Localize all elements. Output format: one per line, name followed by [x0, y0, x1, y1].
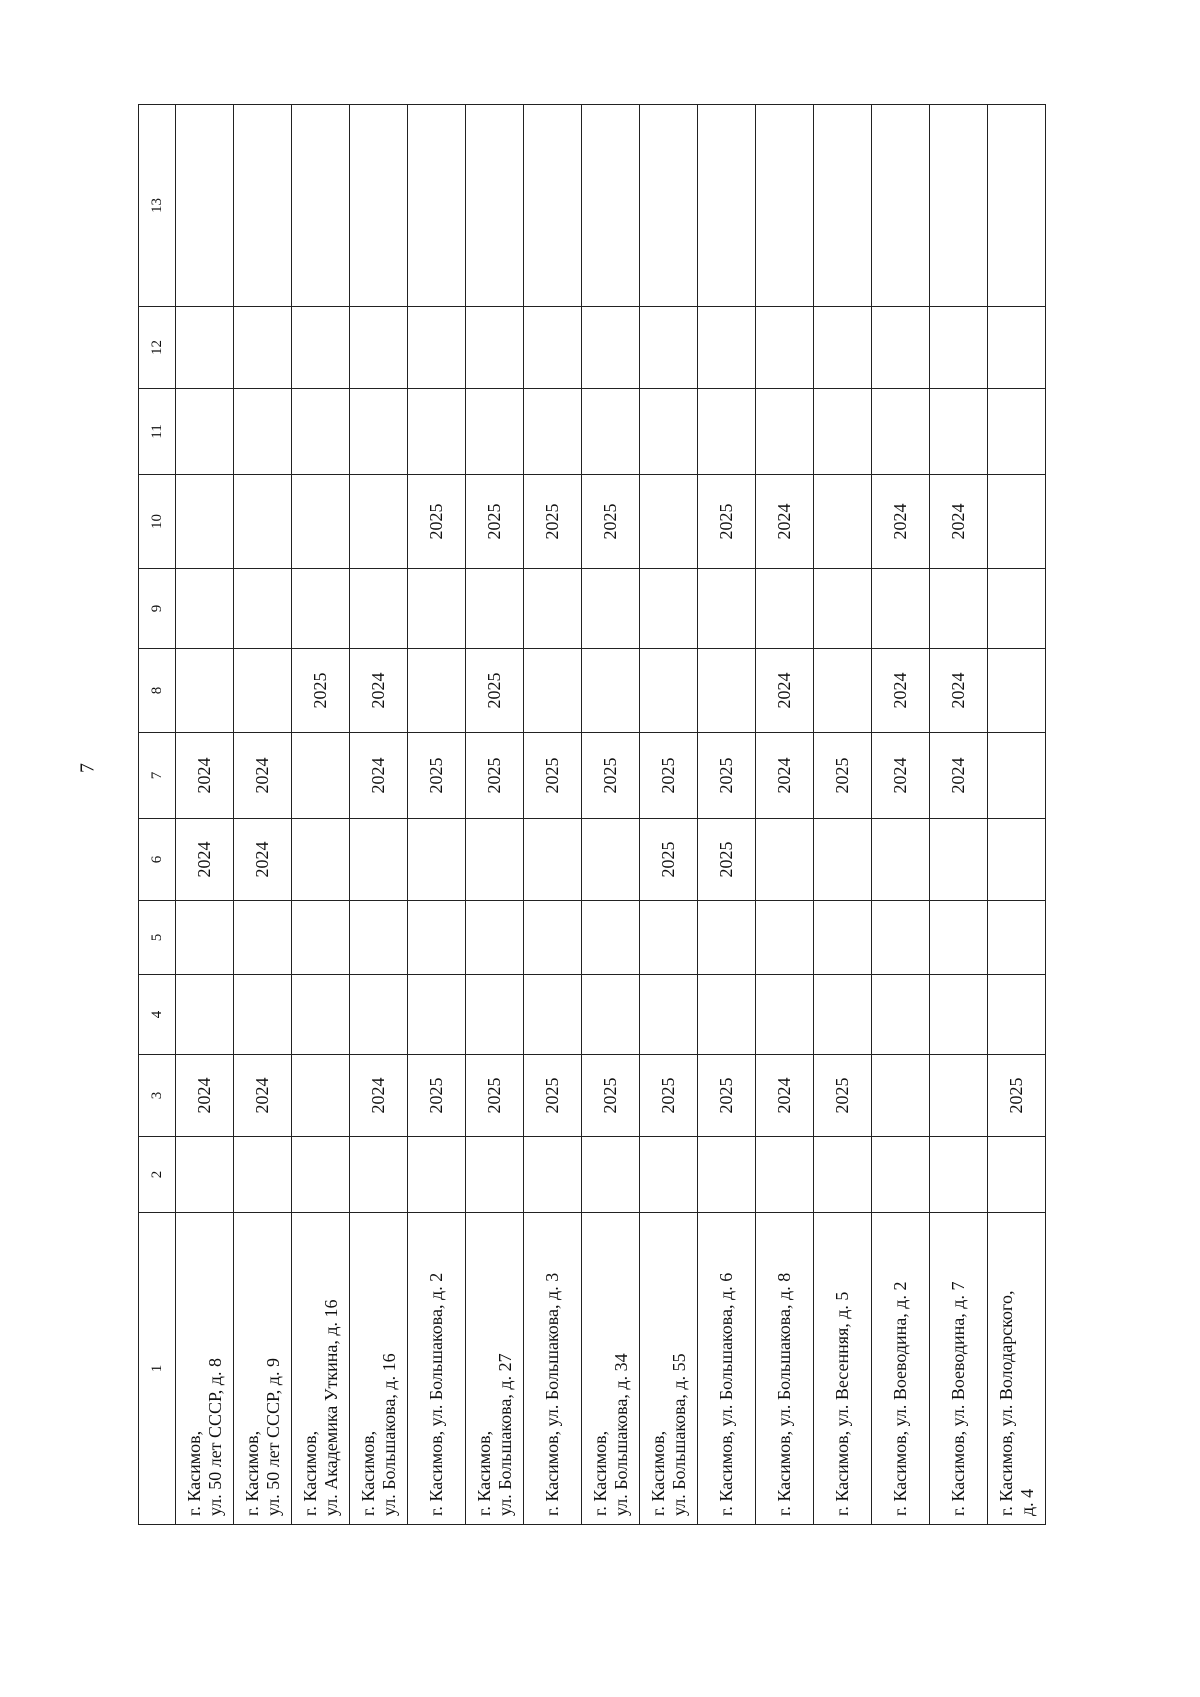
table-row [234, 105, 292, 1525]
year-cell [524, 569, 582, 649]
header-cell: 4 [139, 975, 176, 1055]
address-line: г. Касимов, [589, 1430, 610, 1516]
year-cell [408, 901, 466, 975]
year-cell [292, 819, 350, 901]
year-cell [756, 389, 814, 475]
table-row [408, 105, 466, 1525]
year-cell [234, 389, 292, 475]
year-cell [582, 307, 640, 389]
address-line: г. Касимов, [473, 1430, 494, 1516]
year-cell: 2024 [872, 649, 930, 733]
year-cell: 2025 [640, 819, 698, 901]
address-line: г. Касимов, ул. Весенняя, д. 5 [832, 1291, 852, 1516]
year-cell [756, 1137, 814, 1213]
year-cell: 2025 [698, 819, 756, 901]
header-cell: 2 [139, 1137, 176, 1213]
year-cell: 2024 [756, 733, 814, 819]
year-cell [234, 569, 292, 649]
header-cell: 5 [139, 901, 176, 975]
address-line: ул. 50 лет СССР, д. 8 [204, 1358, 225, 1516]
year-cell [292, 307, 350, 389]
year-cell [234, 1137, 292, 1213]
year-cell: 2025 [698, 475, 756, 569]
header-cell: 9 [139, 569, 176, 649]
rotated-table-container [138, 105, 1043, 1525]
year-cell [524, 649, 582, 733]
year-cell [988, 901, 1046, 975]
year-cell: 2025 [988, 1055, 1046, 1137]
year-cell: 2025 [582, 733, 640, 819]
year-cell [930, 307, 988, 389]
year-cell [814, 307, 872, 389]
year-cell: 2025 [640, 733, 698, 819]
year-cell: 2025 [466, 733, 524, 819]
year-cell [814, 901, 872, 975]
year-cell: 2024 [234, 819, 292, 901]
year-cell [988, 105, 1046, 307]
year-cell [640, 105, 698, 307]
year-cell [292, 733, 350, 819]
year-cell [350, 569, 408, 649]
year-cell: 2024 [872, 475, 930, 569]
year-cell [234, 475, 292, 569]
year-cell: 2025 [408, 733, 466, 819]
year-cell [582, 105, 640, 307]
year-cell [350, 105, 408, 307]
year-cell [524, 901, 582, 975]
year-cell [524, 975, 582, 1055]
header-cell: 1 [139, 1213, 176, 1525]
year-cell [814, 105, 872, 307]
year-cell: 2024 [234, 1055, 292, 1137]
year-cell [640, 1137, 698, 1213]
year-cell [814, 569, 872, 649]
year-cell [640, 307, 698, 389]
year-cell: 2024 [350, 1055, 408, 1137]
header-cell: 7 [139, 733, 176, 819]
year-cell: 2024 [350, 733, 408, 819]
year-cell [582, 389, 640, 475]
year-cell [292, 389, 350, 475]
year-cell [698, 975, 756, 1055]
address-cell [872, 1213, 930, 1525]
year-cell [234, 975, 292, 1055]
year-cell: 2025 [582, 475, 640, 569]
year-cell: 2024 [176, 733, 234, 819]
page-number: 7 [76, 763, 99, 773]
year-cell [930, 569, 988, 649]
year-cell [640, 975, 698, 1055]
year-cell [872, 105, 930, 307]
address-cell [698, 1213, 756, 1525]
year-cell [466, 1137, 524, 1213]
year-cell [582, 1137, 640, 1213]
address-line: ул. Академика Уткина, д. 16 [320, 1299, 341, 1516]
year-cell: 2024 [930, 475, 988, 569]
year-cell [466, 389, 524, 475]
year-cell: 2024 [176, 819, 234, 901]
address-cell [408, 1213, 466, 1525]
address-line: ул. Большакова, д. 55 [668, 1353, 689, 1516]
year-cell [176, 307, 234, 389]
year-cell [408, 649, 466, 733]
year-cell [640, 649, 698, 733]
year-cell [872, 1137, 930, 1213]
address-line: ул. Большакова, д. 27 [494, 1353, 515, 1516]
year-cell: 2024 [930, 733, 988, 819]
year-cell: 2024 [234, 733, 292, 819]
year-cell [292, 105, 350, 307]
table-row [466, 105, 524, 1525]
year-cell [698, 307, 756, 389]
year-cell: 2025 [814, 1055, 872, 1137]
year-cell [582, 901, 640, 975]
year-cell: 2024 [872, 733, 930, 819]
year-cell [524, 819, 582, 901]
table-row [698, 105, 756, 1525]
year-cell: 2025 [698, 733, 756, 819]
year-cell [698, 569, 756, 649]
year-cell [466, 819, 524, 901]
year-cell [466, 307, 524, 389]
year-cell: 2025 [814, 733, 872, 819]
year-cell: 2025 [408, 1055, 466, 1137]
address-line: г. Касимов, [183, 1430, 204, 1516]
year-cell: 2024 [756, 1055, 814, 1137]
year-cell [756, 975, 814, 1055]
table-row [814, 105, 872, 1525]
year-cell [176, 649, 234, 733]
year-cell [872, 975, 930, 1055]
year-cell [582, 975, 640, 1055]
year-cell: 2025 [466, 649, 524, 733]
address-line: г. Касимов, ул. Володарского, [995, 1290, 1016, 1516]
year-cell [292, 475, 350, 569]
header-cell: 10 [139, 475, 176, 569]
year-cell [640, 475, 698, 569]
table-row [756, 105, 814, 1525]
year-cell [582, 569, 640, 649]
table-row [524, 105, 582, 1525]
year-cell: 2025 [466, 475, 524, 569]
year-cell [408, 105, 466, 307]
year-cell [814, 975, 872, 1055]
year-cell [234, 307, 292, 389]
header-cell: 8 [139, 649, 176, 733]
year-cell [466, 901, 524, 975]
year-cell [756, 307, 814, 389]
year-cell [350, 819, 408, 901]
year-cell [698, 649, 756, 733]
year-cell [698, 901, 756, 975]
schedule-table [138, 104, 1046, 1525]
year-cell [292, 1055, 350, 1137]
address-line: г. Касимов, [299, 1430, 320, 1516]
year-cell [408, 569, 466, 649]
year-cell [176, 569, 234, 649]
year-cell [756, 901, 814, 975]
year-cell [466, 569, 524, 649]
year-cell [524, 389, 582, 475]
year-cell [350, 1137, 408, 1213]
year-cell [524, 1137, 582, 1213]
address-cell [176, 1213, 234, 1525]
table-row [872, 105, 930, 1525]
address-cell [640, 1213, 698, 1525]
year-cell [698, 1137, 756, 1213]
table-row [350, 105, 408, 1525]
year-cell: 2025 [524, 475, 582, 569]
address-line: г. Касимов, ул. Большакова, д. 2 [426, 1272, 446, 1516]
year-cell: 2024 [756, 475, 814, 569]
year-cell: 2025 [292, 649, 350, 733]
year-cell [640, 901, 698, 975]
year-cell [988, 307, 1046, 389]
year-cell [234, 901, 292, 975]
year-cell [176, 1137, 234, 1213]
year-cell [524, 307, 582, 389]
year-cell: 2025 [524, 1055, 582, 1137]
header-cell: 3 [139, 1055, 176, 1137]
header-cell: 12 [139, 307, 176, 389]
header-cell: 6 [139, 819, 176, 901]
year-cell [698, 105, 756, 307]
year-cell: 2024 [176, 1055, 234, 1137]
year-cell [176, 475, 234, 569]
year-cell [350, 901, 408, 975]
year-cell [350, 475, 408, 569]
year-cell [350, 389, 408, 475]
year-cell [582, 819, 640, 901]
address-line: д. 4 [1016, 1488, 1037, 1516]
header-row [139, 105, 176, 1525]
year-cell [292, 975, 350, 1055]
table-body [176, 105, 1046, 1525]
address-line: г. Касимов, ул. Большакова, д. 3 [542, 1272, 562, 1516]
year-cell [988, 1137, 1046, 1213]
address-line: г. Касимов, [241, 1430, 262, 1516]
address-line: г. Касимов, [647, 1430, 668, 1516]
address-line: г. Касимов, ул. Воеводина, д. 2 [890, 1281, 910, 1516]
year-cell: 2024 [756, 649, 814, 733]
year-cell [988, 389, 1046, 475]
address-line: г. Касимов, ул. Большакова, д. 6 [716, 1272, 736, 1516]
year-cell [930, 819, 988, 901]
year-cell: 2025 [524, 733, 582, 819]
year-cell [640, 569, 698, 649]
header-cell: 13 [139, 105, 176, 307]
year-cell [814, 819, 872, 901]
header-cell: 11 [139, 389, 176, 475]
table-row [176, 105, 234, 1525]
table-row [640, 105, 698, 1525]
year-cell: 2025 [466, 1055, 524, 1137]
address-cell [350, 1213, 408, 1525]
year-cell [814, 389, 872, 475]
year-cell [176, 389, 234, 475]
year-cell [234, 105, 292, 307]
table-row [582, 105, 640, 1525]
address-cell [524, 1213, 582, 1525]
year-cell [872, 819, 930, 901]
year-cell [408, 819, 466, 901]
address-line: ул. Большакова, д. 34 [610, 1353, 631, 1516]
year-cell [350, 307, 408, 389]
year-cell [350, 975, 408, 1055]
year-cell [640, 389, 698, 475]
address-cell [988, 1213, 1046, 1525]
address-cell [930, 1213, 988, 1525]
address-line: г. Касимов, ул. Большакова, д. 8 [774, 1272, 794, 1516]
year-cell [176, 975, 234, 1055]
year-cell: 2024 [930, 649, 988, 733]
address-cell [814, 1213, 872, 1525]
address-line: ул. 50 лет СССР, д. 9 [262, 1358, 283, 1516]
year-cell [814, 475, 872, 569]
year-cell [988, 569, 1046, 649]
table-row [930, 105, 988, 1525]
year-cell [988, 819, 1046, 901]
address-line: г. Касимов, ул. Воеводина, д. 7 [948, 1281, 968, 1516]
address-cell [292, 1213, 350, 1525]
year-cell [292, 901, 350, 975]
year-cell [872, 901, 930, 975]
year-cell [466, 975, 524, 1055]
address-cell [466, 1213, 524, 1525]
year-cell [408, 389, 466, 475]
year-cell [988, 733, 1046, 819]
year-cell [988, 975, 1046, 1055]
year-cell [408, 975, 466, 1055]
year-cell: 2025 [698, 1055, 756, 1137]
year-cell [872, 389, 930, 475]
year-cell [408, 1137, 466, 1213]
year-cell [698, 389, 756, 475]
year-cell [930, 975, 988, 1055]
year-cell: 2025 [582, 1055, 640, 1137]
year-cell [292, 569, 350, 649]
year-cell [988, 475, 1046, 569]
address-cell [582, 1213, 640, 1525]
year-cell [176, 105, 234, 307]
year-cell [988, 649, 1046, 733]
year-cell [582, 649, 640, 733]
year-cell [524, 105, 582, 307]
year-cell [930, 901, 988, 975]
year-cell [408, 307, 466, 389]
address-line: г. Касимов, [357, 1430, 378, 1516]
year-cell [930, 1137, 988, 1213]
year-cell [872, 307, 930, 389]
year-cell [930, 1055, 988, 1137]
year-cell [814, 649, 872, 733]
year-cell [756, 819, 814, 901]
year-cell [756, 569, 814, 649]
address-cell [756, 1213, 814, 1525]
table-row [988, 105, 1046, 1525]
year-cell: 2025 [408, 475, 466, 569]
year-cell: 2024 [350, 649, 408, 733]
year-cell [466, 105, 524, 307]
year-cell [756, 105, 814, 307]
table-row [292, 105, 350, 1525]
year-cell [176, 901, 234, 975]
year-cell [234, 649, 292, 733]
table-header [139, 105, 176, 1525]
year-cell [930, 389, 988, 475]
year-cell [814, 1137, 872, 1213]
address-cell [234, 1213, 292, 1525]
year-cell [930, 105, 988, 307]
address-line: ул. Большакова, д. 16 [378, 1353, 399, 1516]
year-cell [292, 1137, 350, 1213]
year-cell: 2025 [640, 1055, 698, 1137]
year-cell [872, 569, 930, 649]
year-cell [872, 1055, 930, 1137]
